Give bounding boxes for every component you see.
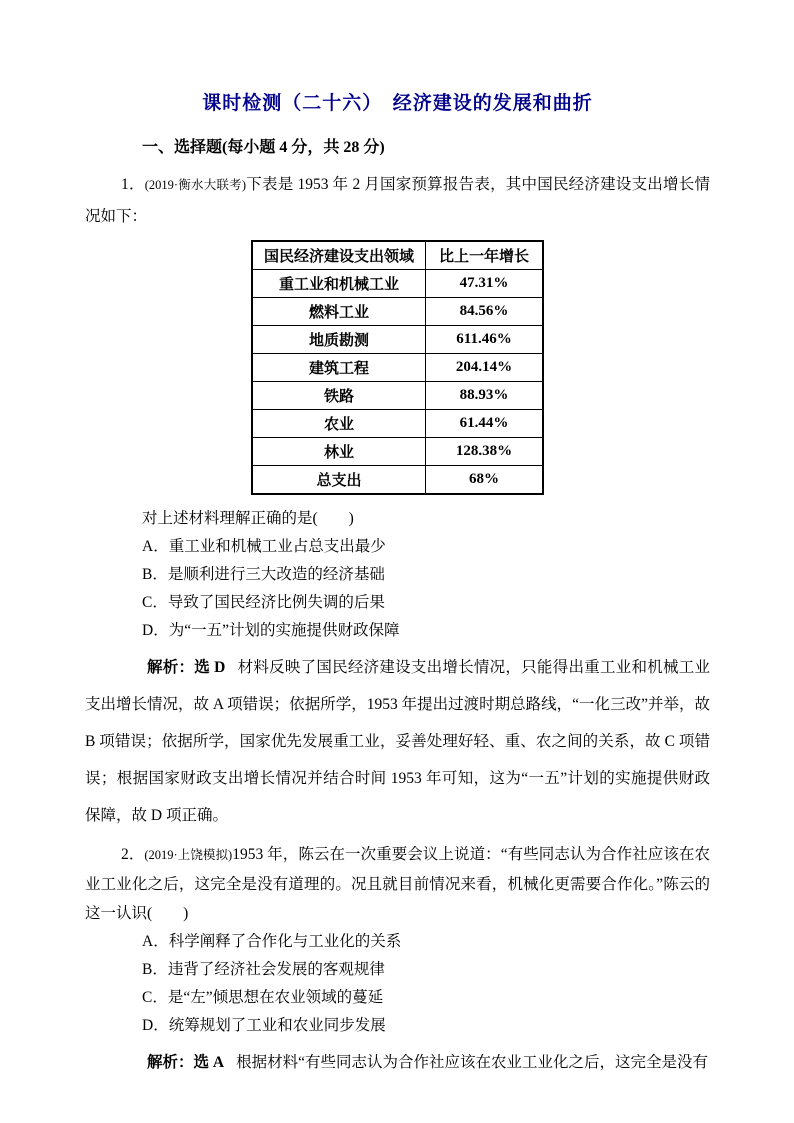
question-1-option-d: D．为“一五”计划的实施提供财政保障 bbox=[142, 622, 400, 639]
question-1-option-c: C．导致了国民经济比例失调的后果 bbox=[142, 594, 385, 611]
page-title: 课时检测（二十六） 经济建设的发展和曲折 bbox=[202, 93, 593, 114]
question-stem-text: 1953 年，陈云在一次重要会议上说道：“有些同志认为合作社应该在农业工业化之后，这完全是没有道理的。况且就目前情况来看，机械化更需要合作化。”陈云的这一认识( ) bbox=[85, 846, 710, 922]
question-2-option-a: A．科学阐释了合作化与工业化的关系 bbox=[142, 933, 402, 950]
table-cell-value: 47.31% bbox=[426, 270, 544, 298]
question-2-option-c: C．是“左”倾思想在农业领域的蔓延 bbox=[142, 989, 384, 1006]
table-row bbox=[252, 270, 543, 298]
table-cell-field: 重工业和机械工业 bbox=[252, 270, 426, 298]
table-cell-value: 84.56% bbox=[426, 298, 544, 326]
question-source: (2019·上饶模拟) bbox=[144, 848, 233, 862]
question-1 bbox=[85, 169, 710, 834]
table-row bbox=[252, 354, 543, 382]
table-cell-field: 林业 bbox=[252, 438, 426, 466]
question-number: 1． bbox=[121, 176, 145, 193]
budget-table bbox=[251, 240, 544, 495]
table-header-field: 国民经济建设支出领域 bbox=[252, 241, 426, 270]
section-heading: 一、选择题(每小题 4 分，共 28 分) bbox=[142, 139, 385, 156]
analysis-answer-label: 解析：选 D bbox=[147, 659, 226, 676]
table-row bbox=[252, 326, 543, 354]
table-cell-value: 61.44% bbox=[426, 410, 544, 438]
table-header-growth: 比上一年增长 bbox=[426, 241, 544, 270]
question-1-analysis bbox=[85, 649, 710, 834]
table-row bbox=[252, 438, 543, 466]
table-cell-field: 建筑工程 bbox=[252, 354, 426, 382]
analysis-text: 根据材料“有些同志认为合作社应该在农业工业化之后，这完全是没有 bbox=[236, 1054, 708, 1071]
question-2-option-b: B．违背了经济社会发展的客观规律 bbox=[142, 961, 385, 978]
question-2-analysis bbox=[85, 1044, 710, 1081]
table-cell-field: 农业 bbox=[252, 410, 426, 438]
question-source: (2019·衡水大联考) bbox=[144, 178, 247, 192]
table-cell-value: 204.14% bbox=[426, 354, 544, 382]
table-row bbox=[252, 382, 543, 410]
analysis-text: 材料反映了国民经济建设支出增长情况，只能得出重工业和机械工业支出增长情况，故 A 项错误；依据所学，1953 年提出过渡时期总路线，“一化三改”并举，故 B 项错误；依据所学，国家优先发展重工业，妥善处理好轻、重、农之间的关系，故 C 项错误；根据国家财政支出增长情况并结合时间 1953 年可知，这为“一五”计划的实施提供财政保障，故 D 项正确。 bbox=[85, 659, 710, 824]
question-1-prompt: 对上述材料理解正确的是( ) bbox=[142, 510, 354, 527]
question-1-stem bbox=[85, 169, 710, 232]
question-stem-text: 下表是 1953 年 2 月国家预算报告表，其中国民经济建设支出增长情况如下： bbox=[85, 176, 710, 225]
table-cell-field: 总支出 bbox=[252, 466, 426, 495]
question-2 bbox=[85, 840, 710, 1081]
table-cell-value: 88.93% bbox=[426, 382, 544, 410]
table-cell-value: 611.46% bbox=[426, 326, 544, 354]
table-cell-field: 地质勘测 bbox=[252, 326, 426, 354]
table-row bbox=[252, 466, 543, 495]
table-row bbox=[252, 410, 543, 438]
table-row bbox=[252, 298, 543, 326]
table-cell-field: 燃料工业 bbox=[252, 298, 426, 326]
question-2-option-d: D．统筹规划了工业和农业同步发展 bbox=[142, 1017, 386, 1034]
question-1-option-a: A．重工业和机械工业占总支出最少 bbox=[142, 538, 386, 555]
question-2-stem bbox=[85, 840, 710, 928]
question-1-option-b: B．是顺利进行三大改造的经济基础 bbox=[142, 566, 385, 583]
table-header-row bbox=[252, 241, 543, 270]
analysis-answer-label: 解析：选 A bbox=[147, 1054, 225, 1071]
table-cell-value: 128.38% bbox=[426, 438, 544, 466]
table-cell-value: 68% bbox=[426, 466, 544, 495]
table-cell-field: 铁路 bbox=[252, 382, 426, 410]
question-number: 2． bbox=[121, 846, 145, 863]
